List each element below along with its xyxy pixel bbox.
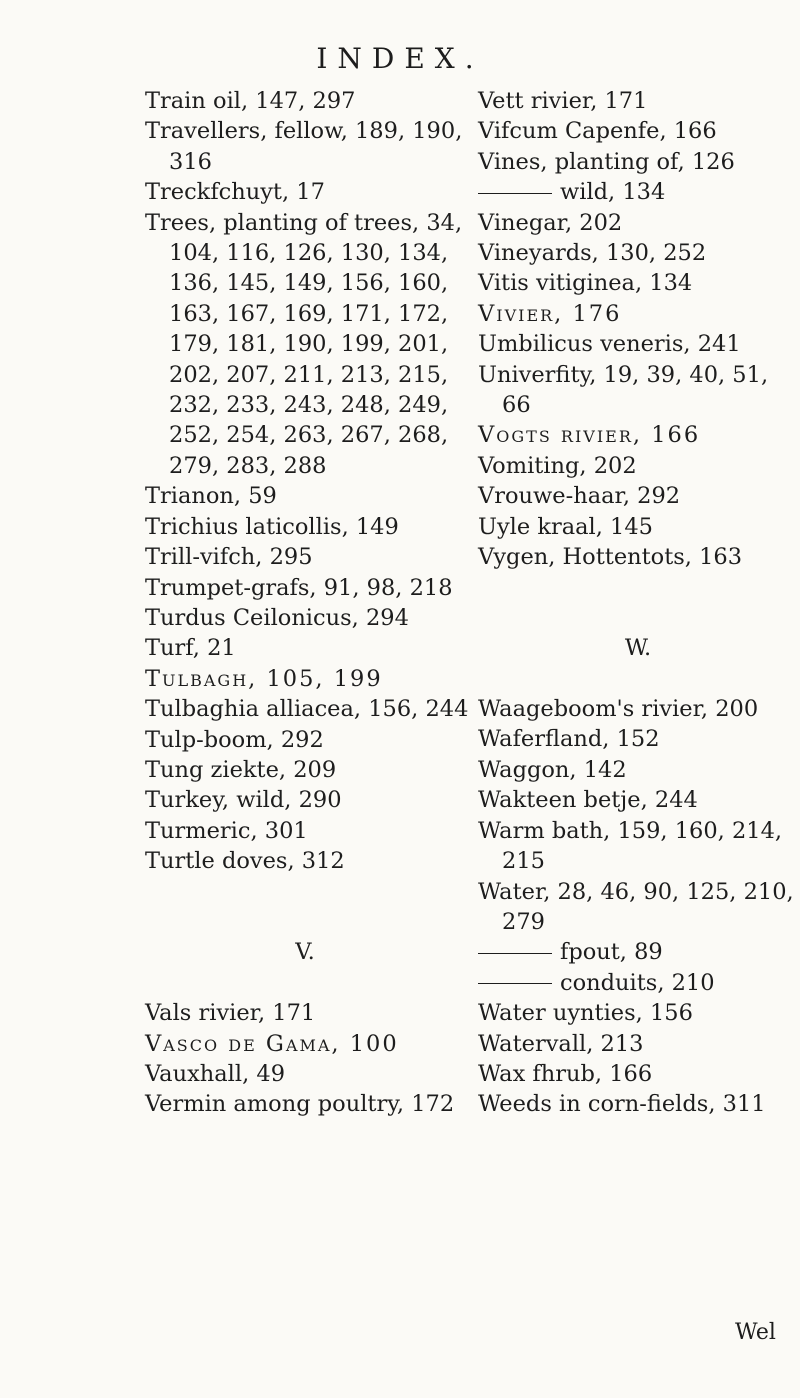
index-entry (145, 177, 465, 207)
entry-text: Weeds in corn-fields, 311 (478, 1091, 766, 1118)
index-entry (145, 208, 465, 238)
entry-text: Uyle kraal, 145 (478, 513, 654, 540)
index-entry (145, 360, 465, 390)
index-entry (145, 816, 465, 846)
index-entry (478, 299, 798, 329)
ditto-dash (478, 193, 552, 194)
index-entry (478, 968, 798, 998)
entry-text: Vitis vitiginea, 134 (478, 270, 693, 297)
catchword: Wel (735, 1320, 776, 1345)
index-entry (478, 512, 798, 542)
index-entry (478, 451, 798, 481)
entry-text: 279 (502, 908, 545, 935)
index-entry (145, 573, 465, 603)
index-entry (478, 724, 798, 754)
entry-text: Wax fhrub, 166 (478, 1060, 653, 1087)
entry-text: Turf, 21 (145, 635, 236, 662)
entry-text: Turtle doves, 312 (145, 848, 345, 875)
ditto-dash (478, 953, 552, 954)
index-entry (145, 390, 465, 420)
spacer (145, 907, 465, 937)
index-entry (478, 694, 798, 724)
entry-text: 179, 181, 190, 199, 201, (169, 331, 449, 358)
entry-text: Vasco de Gama, 100 (145, 1030, 399, 1057)
index-entry (478, 420, 798, 450)
entry-text: Waageboom's rivier, 200 (478, 696, 759, 723)
entry-text: Vermin among poultry, 172 (145, 1091, 455, 1118)
spacer (478, 664, 798, 694)
index-entry (145, 1059, 465, 1089)
entry-text: Watervall, 213 (478, 1030, 644, 1057)
index-entry (145, 116, 465, 146)
entry-text: Vrouwe-haar, 292 (478, 483, 681, 510)
index-entry (145, 785, 465, 815)
section-heading (145, 937, 465, 967)
spacer (478, 603, 798, 633)
entry-text: 252, 254, 263, 267, 268, (169, 422, 449, 449)
index-entry (478, 238, 798, 268)
entry-text: Trumpet-grafs, 91, 98, 218 (145, 574, 453, 601)
entry-text: Vals rivier, 171 (145, 1000, 316, 1027)
index-entry (145, 147, 465, 177)
entry-text: Trees, planting of trees, 34, (145, 209, 463, 236)
entry-text: Vauxhall, 49 (145, 1060, 286, 1087)
index-entry (478, 208, 798, 238)
entry-text: Univerfity, 19, 39, 40, 51, (478, 361, 769, 388)
index-entry (145, 268, 465, 298)
entry-text: Train oil, 147, 297 (145, 88, 356, 114)
index-entry (478, 268, 798, 298)
entry-text: Vomiting, 202 (478, 452, 637, 479)
entry-text: 316 (169, 148, 212, 175)
entry-text: Vinegar, 202 (478, 209, 623, 236)
index-entry (145, 755, 465, 785)
index-entry (478, 147, 798, 177)
index-entry (145, 512, 465, 542)
entry-text: 66 (502, 392, 531, 419)
index-entry (145, 725, 465, 755)
index-entry (478, 998, 798, 1028)
index-entry (478, 785, 798, 815)
right-column (478, 86, 798, 1120)
entry-text: Wakteen betje, 244 (478, 787, 698, 814)
index-entry (145, 1089, 465, 1119)
entry-text: Tung ziekte, 209 (145, 756, 337, 783)
entry-text: Vineyards, 130, 252 (478, 240, 707, 267)
entry-text: 215 (502, 848, 545, 875)
entry-text: Vett rivier, 171 (478, 88, 648, 114)
entry-text: Tulbagh, 105, 199 (145, 665, 383, 692)
index-entry (145, 694, 469, 724)
entry-text: wild, 134 (560, 179, 666, 206)
entry-text: Treckfchuyt, 17 (145, 179, 325, 206)
entry-text: Vivier, 176 (478, 300, 622, 327)
spacer (478, 573, 798, 603)
entry-text: Turkey, wild, 290 (145, 787, 342, 814)
entry-text: Waggon, 142 (478, 756, 627, 783)
entry-text: Waferfland, 152 (478, 726, 660, 753)
index-entry (145, 1029, 465, 1059)
section-heading (478, 633, 798, 663)
index-entry (145, 451, 465, 481)
index-entry (145, 603, 465, 633)
entry-text: Turmeric, 301 (145, 817, 308, 844)
entry-text: Trill-vifch, 295 (145, 544, 313, 571)
entry-text: Vifcum Capenfe, 166 (478, 118, 717, 145)
index-entry (145, 238, 465, 268)
spacer (145, 968, 465, 998)
ditto-dash (478, 983, 552, 984)
index-entry (478, 877, 798, 907)
index-entry (478, 816, 798, 846)
index-entry (478, 329, 798, 359)
entry-text: Water uynties, 156 (478, 1000, 693, 1027)
entry-text: Trianon, 59 (145, 483, 277, 510)
left-column (145, 86, 469, 1120)
entry-text: Warm bath, 159, 160, 214, (478, 817, 783, 844)
index-entry (478, 177, 798, 207)
entry-text: Trichius laticollis, 149 (145, 513, 399, 540)
index-entry (145, 86, 465, 116)
index-entry (145, 329, 465, 359)
entry-text: 136, 145, 149, 156, 160, (169, 270, 449, 297)
index-entry (145, 299, 465, 329)
index-entry (478, 86, 798, 116)
index-entry (145, 846, 465, 876)
entry-text: Vogts rivier, 166 (478, 422, 701, 449)
index-entry (145, 542, 465, 572)
index-entry (478, 907, 798, 937)
index-entry (478, 937, 798, 967)
entry-text: 104, 116, 126, 130, 134, (169, 240, 449, 267)
entry-text: W. (624, 635, 652, 662)
index-entry (478, 360, 798, 390)
index-entry (478, 846, 798, 876)
entry-text: 232, 233, 243, 248, 249, (169, 392, 449, 419)
index-entry (145, 420, 465, 450)
index-entry (478, 1059, 798, 1089)
entry-text: Water, 28, 46, 90, 125, 210, (478, 878, 794, 905)
entry-text: Tulbaghia alliacea, 156, 244 (145, 696, 469, 723)
index-entry (478, 481, 798, 511)
entry-text: Travellers, fellow, 189, 190, (145, 118, 463, 145)
index-entry (478, 390, 798, 420)
entry-text: Vines, planting of, 126 (478, 148, 735, 175)
entry-text: V. (295, 939, 315, 966)
entry-text: 279, 283, 288 (169, 452, 327, 479)
entry-text: conduits, 210 (560, 969, 715, 996)
entry-text: fpout, 89 (560, 939, 663, 966)
index-entry (478, 542, 798, 572)
entry-text: Vygen, Hottentots, 163 (478, 544, 743, 571)
entry-text: Umbilicus veneris, 241 (478, 331, 741, 358)
index-entry (478, 116, 798, 146)
index-entry (145, 633, 465, 663)
index-entry (145, 664, 465, 694)
index-entry (145, 998, 465, 1028)
entry-text: 163, 167, 169, 171, 172, (169, 300, 449, 327)
entry-text: Tulp-boom, 292 (145, 726, 324, 753)
page-title: INDEX. (316, 42, 484, 75)
entry-text: 202, 207, 211, 213, 215, (169, 361, 449, 388)
spacer (145, 877, 465, 907)
index-entry (478, 1029, 798, 1059)
index-entry (145, 481, 465, 511)
index-entry (478, 755, 798, 785)
entry-text: Turdus Ceilonicus, 294 (145, 604, 409, 631)
index-entry (478, 1089, 798, 1119)
